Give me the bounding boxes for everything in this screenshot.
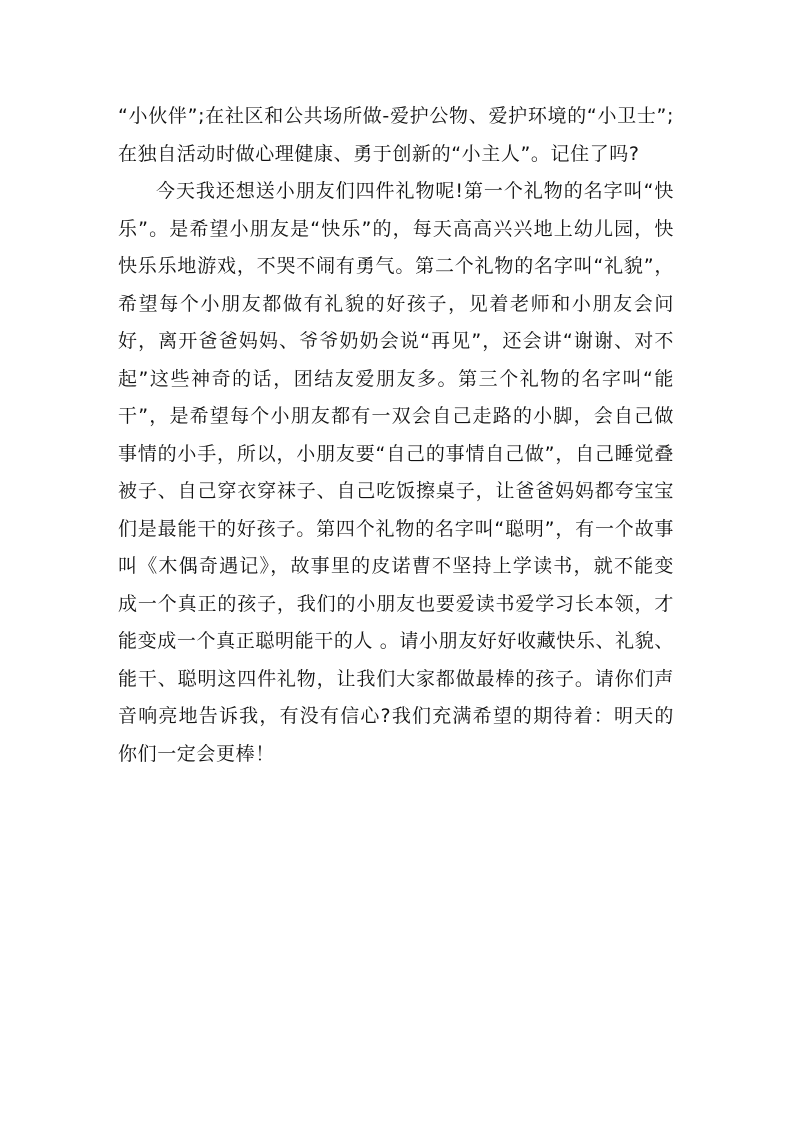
paragraph-gifts: 今天我还想送小朋友们四件礼物呢!第一个礼物的名字叫“快乐”。是希望小朋友是“快乐”的，每天高高兴兴地上幼儿园，快快乐乐地游戏，不哭不闹有勇气。第二个礼物的名字叫“礼貌”，希望每个小朋友都做有礼貌的好孩子，见着老师和小朋友会问好，离开爸爸妈妈、爷爷奶奶会说“再见”，还会讲“谢谢、对不起”这些神奇的话，团结友爱朋友多。第三个礼物的名字叫“能干”，是希望每个小朋友都有一双会自己走路的小脚，会自己做事情的小手，所以，小朋友要“自己的事情自己做”，自己睡觉叠被子、自己穿衣穿袜子、自己吃饭擦桌子，让爸爸妈妈都夸宝宝们是最能干的好孩子。第四个礼物的名字叫“聪明”，有一个故事叫《木偶奇遇记》，故事里的皮诺曹不坚持上学读书，就不能变成一个真正的孩子，我们的小朋友也要爱读书爱学习长本领，才能变成一个真正聪明能干的人 。请小朋友好好收藏快乐、礼貌、能干、聪明这四件礼物，让我们大家都做最棒的孩子。请你们声音响亮地告诉我，有没有信心?我们充满希望的期待着：明天的你们一定会更棒！ <box>118 180 674 765</box>
paragraph-continuation: “小伙伴”;在社区和公共场所做-爱护公物、爱护环境的“小卫士”;在独自活动时做心理健康、勇于创新的“小主人”。记住了吗? <box>118 105 674 165</box>
document-body <box>118 98 674 773</box>
